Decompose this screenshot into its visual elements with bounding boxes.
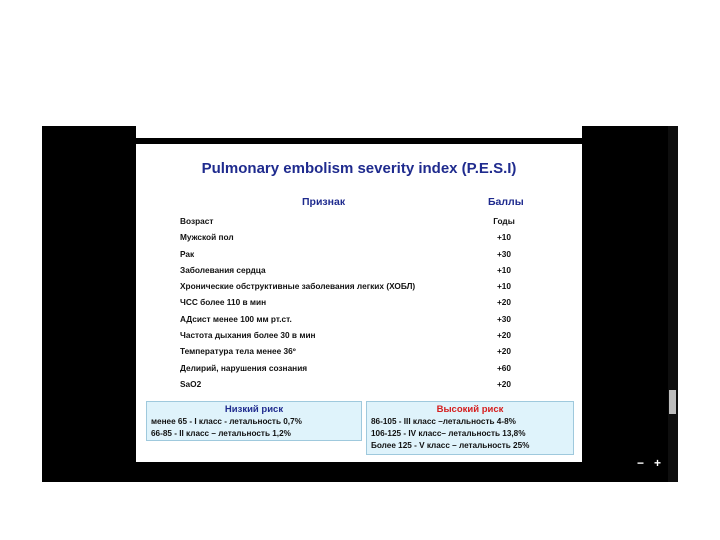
criterion-points: +60 [496, 362, 512, 373]
table-row [180, 344, 530, 360]
zoom-in-button[interactable]: + [654, 456, 662, 470]
criterion-name: АДсист менее 100 мм рт.ст. [180, 313, 292, 324]
criterion-points: +10 [496, 232, 512, 243]
high-risk-title: Высокий риск [436, 404, 504, 415]
previous-slide-edge [136, 126, 582, 138]
table-row [180, 295, 530, 311]
slide-page [136, 144, 582, 462]
criterion-name: Возраст [180, 216, 214, 226]
low-risk-title: Низкий риск [224, 404, 284, 415]
high-risk-box [366, 401, 574, 455]
low-risk-box [146, 401, 362, 441]
criterion-name: SaO2 [180, 378, 202, 389]
slide-title: Pulmonary embolism severity index (P.E.S.I) [201, 160, 517, 177]
scrollbar-thumb[interactable] [669, 390, 676, 414]
criterion-name: Делирий, нарушения сознания [180, 362, 308, 373]
criterion-points: +10 [496, 264, 512, 275]
criterion-points: +20 [496, 346, 512, 357]
zoom-out-button[interactable]: − [637, 456, 645, 470]
criterion-points: Годы [493, 216, 515, 226]
criterion-name: Хронические обструктивные заболевания легких (ХОБЛ) [180, 281, 416, 292]
criterion-name: Температура тела менее 36º [180, 346, 296, 357]
table-row [180, 214, 530, 230]
column-header-score: Баллы [488, 196, 524, 208]
low-risk-line: 66-85 - II класс – летальность 1,2% [151, 429, 291, 438]
table-row [180, 312, 530, 328]
high-risk-line: 106-125 - IV класс– летальность 13,8% [371, 429, 526, 438]
criterion-points: +30 [496, 248, 512, 259]
table-row [180, 328, 530, 344]
criterion-points: +10 [496, 281, 512, 292]
criterion-points: +20 [496, 378, 512, 389]
table-row [180, 263, 530, 279]
table-row [180, 230, 530, 246]
table-row [180, 247, 530, 263]
criteria-table [180, 214, 530, 393]
criterion-name: Рак [180, 248, 195, 259]
criterion-name: ЧСС более 110 в мин [180, 297, 267, 308]
criterion-name: Частота дыхания более 30 в мин [180, 330, 316, 341]
criterion-name: Заболевания сердца [180, 264, 266, 275]
high-risk-line: 86-105 - III класс –летальность 4-8% [371, 417, 516, 426]
high-risk-line: Более 125 - V класс – летальность 25% [371, 441, 530, 450]
low-risk-line: менее 65 - I класс - летальность 0,7% [151, 417, 302, 426]
table-row [180, 377, 530, 393]
criterion-name: Мужской пол [180, 232, 234, 243]
vertical-scrollbar[interactable] [668, 126, 678, 482]
criterion-points: +30 [496, 313, 512, 324]
column-header-sign: Признак [302, 196, 346, 208]
criterion-points: +20 [496, 330, 512, 341]
table-row [180, 361, 530, 377]
criterion-points: +20 [496, 297, 512, 308]
table-row [180, 279, 530, 295]
